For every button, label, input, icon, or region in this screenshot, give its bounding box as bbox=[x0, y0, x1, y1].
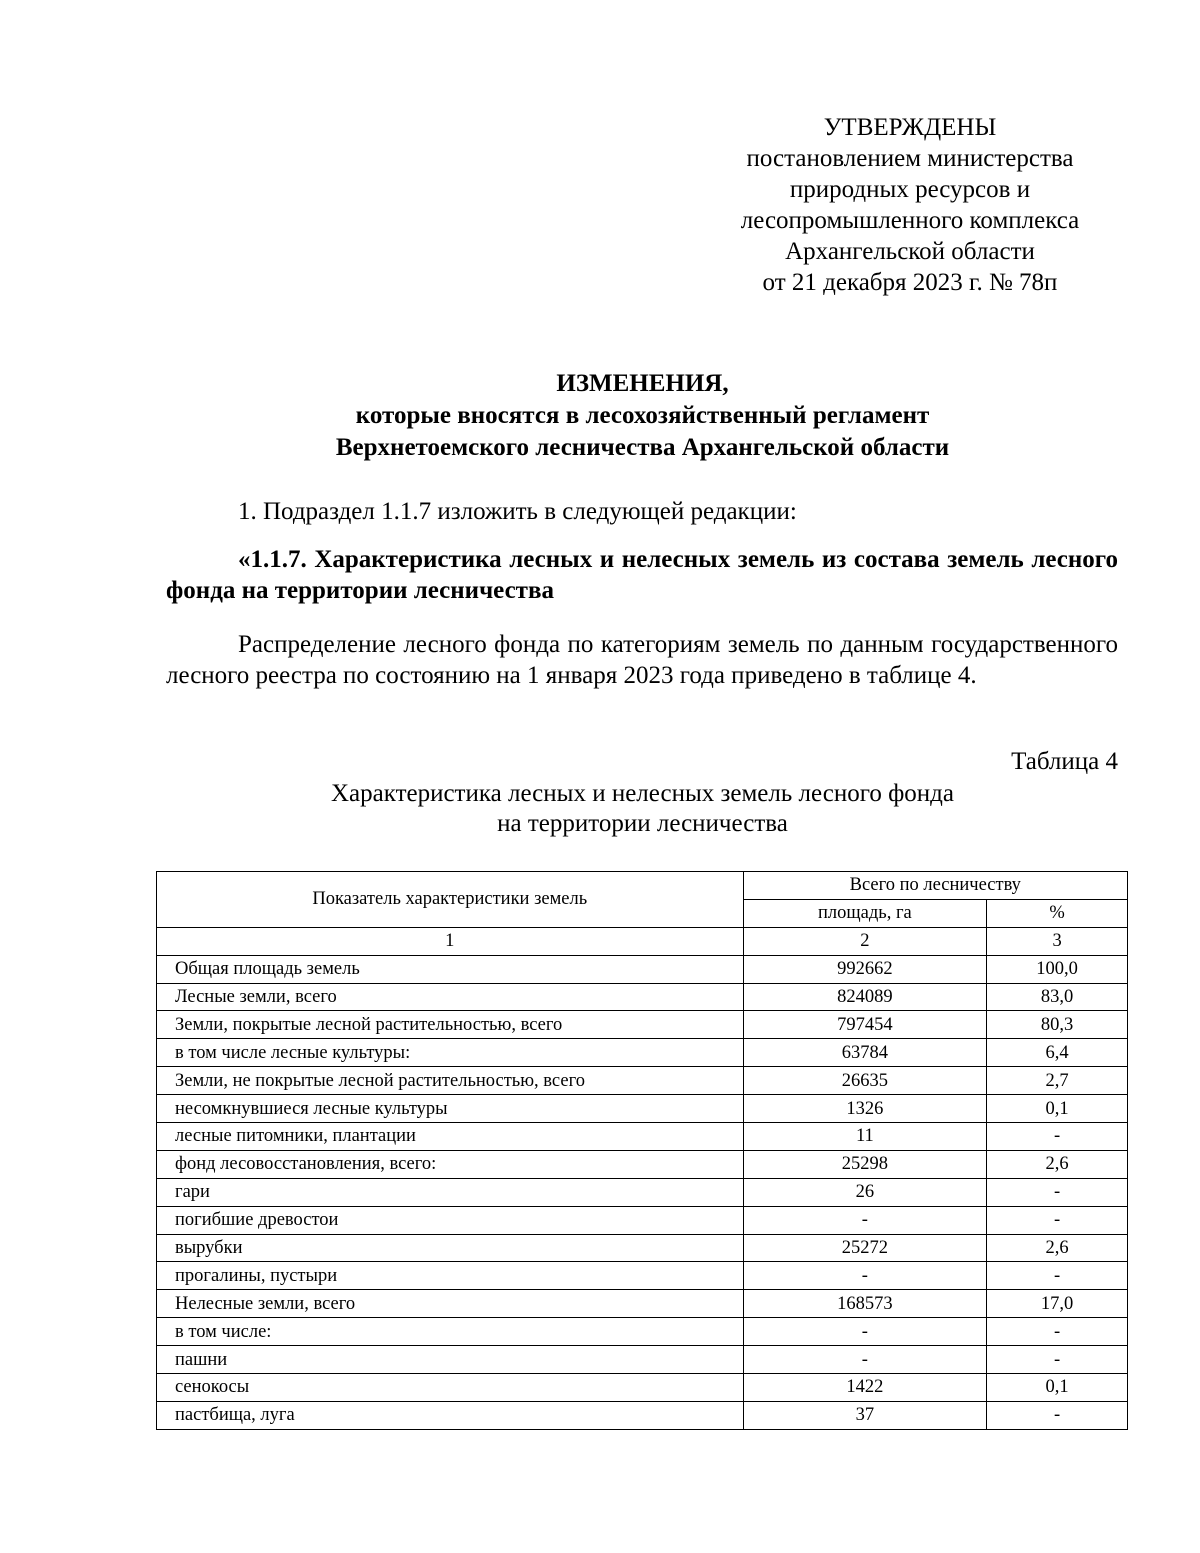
title-line: которые вносятся в лесохозяйственный регламент bbox=[355, 402, 930, 429]
distribution-paragraph: Распределение лесного фонда по категориям земель по данным государственного лесного реестра по состоянию на 1 января 2023 года приведено в таблице 4. bbox=[166, 631, 1118, 689]
cell-percent: 2,6 bbox=[987, 1150, 1128, 1178]
cell-percent: - bbox=[987, 1206, 1128, 1234]
cell-name: сенокосы bbox=[157, 1374, 744, 1402]
table-row bbox=[157, 1290, 1128, 1318]
table-row bbox=[157, 1206, 1128, 1234]
cell-percent: 100,0 bbox=[987, 955, 1128, 983]
cell-area: 25272 bbox=[743, 1234, 987, 1262]
subsection-heading: «1.1.7. Характеристика лесных и нелесных земель из состава земель лесного фонда на территории лесничества bbox=[166, 546, 1118, 604]
cell-name: пастбища, луга bbox=[157, 1401, 744, 1429]
table-title-line: на территории лесничества bbox=[497, 810, 788, 837]
cell-percent: 83,0 bbox=[987, 983, 1128, 1011]
table-body bbox=[157, 955, 1128, 1429]
cell-area: 11 bbox=[743, 1123, 987, 1151]
cell-percent: 0,1 bbox=[987, 1374, 1128, 1402]
table-row bbox=[157, 1401, 1128, 1429]
cell-area: 824089 bbox=[743, 983, 987, 1011]
cell-percent: - bbox=[987, 1123, 1128, 1151]
header-indicator: Показатель характеристики земель bbox=[157, 872, 744, 928]
cell-area: 63784 bbox=[743, 1039, 987, 1067]
document-title bbox=[165, 368, 1120, 464]
table-label: Таблица 4 bbox=[1011, 748, 1118, 775]
column-number: 3 bbox=[987, 927, 1128, 955]
table-row bbox=[157, 1095, 1128, 1123]
cell-area: - bbox=[743, 1262, 987, 1290]
table-title bbox=[165, 779, 1120, 839]
cell-name: несомкнувшиеся лесные культуры bbox=[157, 1095, 744, 1123]
table-title-line: Характеристика лесных и нелесных земель лесного фонда bbox=[331, 780, 954, 807]
cell-name: Земли, не покрытые лесной растительностью, всего bbox=[157, 1067, 744, 1095]
cell-percent: - bbox=[987, 1318, 1128, 1346]
cell-percent: - bbox=[987, 1346, 1128, 1374]
cell-name: прогалины, пустыри bbox=[157, 1262, 744, 1290]
cell-percent: 2,7 bbox=[987, 1067, 1128, 1095]
approval-block bbox=[700, 112, 1120, 298]
table-row bbox=[157, 1011, 1128, 1039]
table-row bbox=[157, 1067, 1128, 1095]
cell-name: Лесные земли, всего bbox=[157, 983, 744, 1011]
approval-line: лесопромышленного комплекса bbox=[740, 207, 1080, 234]
table-row bbox=[157, 1374, 1128, 1402]
approval-line: Архангельской области bbox=[785, 238, 1035, 265]
column-number: 2 bbox=[743, 927, 987, 955]
table-row bbox=[157, 1318, 1128, 1346]
table-row bbox=[157, 1178, 1128, 1206]
table-row bbox=[157, 1234, 1128, 1262]
header-total: Всего по лесничеству bbox=[743, 872, 1127, 900]
table-row bbox=[157, 1123, 1128, 1151]
cell-area: 1326 bbox=[743, 1095, 987, 1123]
cell-name: в том числе лесные культуры: bbox=[157, 1039, 744, 1067]
cell-percent: - bbox=[987, 1401, 1128, 1429]
cell-percent: 80,3 bbox=[987, 1011, 1128, 1039]
cell-percent: - bbox=[987, 1178, 1128, 1206]
column-number: 1 bbox=[157, 927, 744, 955]
cell-area: 25298 bbox=[743, 1150, 987, 1178]
cell-area: - bbox=[743, 1206, 987, 1234]
cell-name: фонд лесовосстановления, всего: bbox=[157, 1150, 744, 1178]
cell-name: вырубки bbox=[157, 1234, 744, 1262]
cell-area: 26635 bbox=[743, 1067, 987, 1095]
approval-line: природных ресурсов и bbox=[789, 176, 1031, 203]
approval-line: от 21 декабря 2023 г. № 78п bbox=[762, 269, 1058, 296]
cell-name: в том числе: bbox=[157, 1318, 744, 1346]
cell-name: Общая площадь земель bbox=[157, 955, 744, 983]
cell-area: 1422 bbox=[743, 1374, 987, 1402]
cell-percent: 17,0 bbox=[987, 1290, 1128, 1318]
cell-percent: 6,4 bbox=[987, 1039, 1128, 1067]
land-characteristics-table bbox=[156, 871, 1128, 1430]
cell-area: 26 bbox=[743, 1178, 987, 1206]
cell-area: 168573 bbox=[743, 1290, 987, 1318]
header-area: площадь, га bbox=[743, 899, 987, 927]
cell-area: 37 bbox=[743, 1401, 987, 1429]
title-line: ИЗМЕНЕНИЯ, bbox=[556, 370, 729, 397]
table-row bbox=[157, 1346, 1128, 1374]
approval-line: постановлением министерства bbox=[746, 145, 1074, 172]
approval-line: УТВЕРЖДЕНЫ bbox=[823, 114, 997, 141]
cell-percent: - bbox=[987, 1262, 1128, 1290]
table-row bbox=[157, 983, 1128, 1011]
cell-percent: 2,6 bbox=[987, 1234, 1128, 1262]
table-row bbox=[157, 1262, 1128, 1290]
cell-name: пашни bbox=[157, 1346, 744, 1374]
cell-area: - bbox=[743, 1346, 987, 1374]
cell-percent: 0,1 bbox=[987, 1095, 1128, 1123]
title-line: Верхнетоемского лесничества Архангельской области bbox=[335, 434, 950, 461]
cell-name: Земли, покрытые лесной растительностью, всего bbox=[157, 1011, 744, 1039]
cell-name: Нелесные земли, всего bbox=[157, 1290, 744, 1318]
table-row bbox=[157, 955, 1128, 983]
cell-name: гари bbox=[157, 1178, 744, 1206]
cell-area: 992662 bbox=[743, 955, 987, 983]
cell-area: 797454 bbox=[743, 1011, 987, 1039]
item-1-text: 1. Подраздел 1.1.7 изложить в следующей редакции: bbox=[238, 498, 797, 525]
table-row bbox=[157, 1150, 1128, 1178]
header-percent: % bbox=[987, 899, 1128, 927]
table-row bbox=[157, 1039, 1128, 1067]
cell-name: лесные питомники, плантации bbox=[157, 1123, 744, 1151]
cell-area: - bbox=[743, 1318, 987, 1346]
cell-name: погибшие древостои bbox=[157, 1206, 744, 1234]
